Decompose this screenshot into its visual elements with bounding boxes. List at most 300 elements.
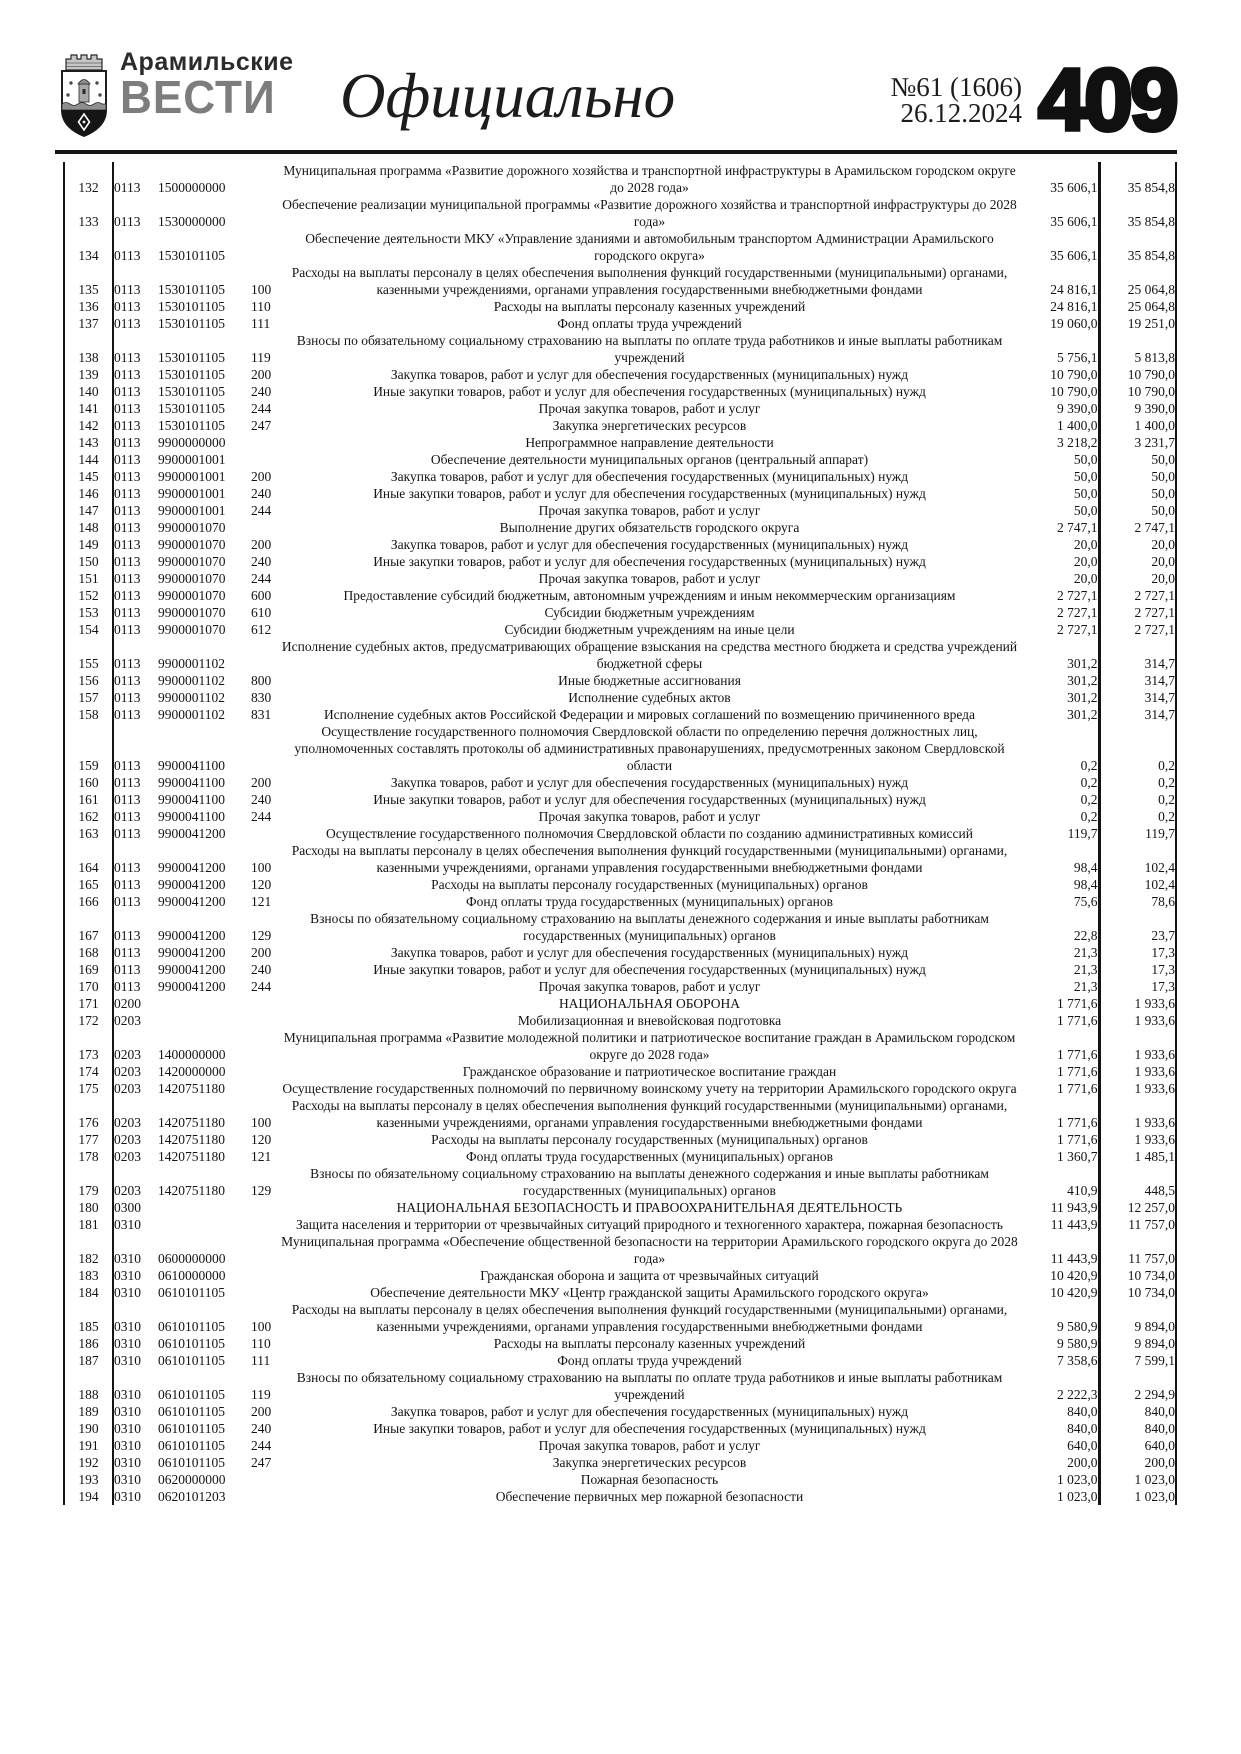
- row-description: Обеспечение первичных мер пожарной безопасности: [495, 1489, 804, 1504]
- table-row: [64, 638, 1176, 672]
- code-target-article: 1500000000: [158, 180, 226, 195]
- row-description: Закупка товаров, работ и услуг для обеспечения государственных (муниципальных) нужд: [390, 1404, 909, 1419]
- code-expense-type: 240: [251, 1421, 272, 1436]
- row-number: 183: [64, 1267, 113, 1284]
- amount-col-1: 10 420,9: [1050, 1285, 1098, 1300]
- amount-col-1: 9 390,0: [1057, 401, 1098, 416]
- amount-col-1: 98,4: [1073, 860, 1098, 875]
- table-row: [64, 587, 1176, 604]
- table-row: [64, 893, 1176, 910]
- amount-col-1: 35 606,1: [1050, 180, 1098, 195]
- amount-col-1: 2 222,3: [1057, 1387, 1098, 1402]
- row-number: 139: [64, 366, 113, 383]
- code-section: 0113: [114, 928, 141, 943]
- code-expense-type: [251, 1012, 281, 1029]
- table-row: [64, 1437, 1176, 1454]
- row-number: 160: [64, 774, 113, 791]
- row-description: Взносы по обязательному социальному страхованию на выплаты денежного содержания и иные выплаты работникам государственных (муниципальных) органов: [310, 911, 989, 943]
- code-section: 0113: [114, 401, 141, 416]
- amount-col-1: 1 771,6: [1057, 1081, 1098, 1096]
- budget-table: [63, 162, 1177, 1505]
- code-section: 0113: [114, 945, 141, 960]
- row-description: Взносы по обязательному социальному страхованию на выплаты по оплате труда работников и иные выплаты работникам учреждений: [296, 1370, 1003, 1402]
- code-section: 0113: [114, 214, 141, 229]
- table-row: [64, 1471, 1176, 1488]
- table-row: [64, 1131, 1176, 1148]
- amount-col-1: 301,2: [1067, 707, 1098, 722]
- code-expense-type: 200: [251, 469, 272, 484]
- amount-col-2: 2 727,1: [1099, 587, 1176, 604]
- code-target-article: 1530101105: [158, 418, 225, 433]
- row-number: 145: [64, 468, 113, 485]
- amount-col-1: 1 771,6: [1057, 996, 1098, 1011]
- row-description: Обеспечение реализации муниципальной программы «Развитие дорожного хозяйства и транспортной инфраструктуры до 2028 года»: [282, 197, 1017, 229]
- amount-col-1: 1 360,7: [1057, 1149, 1098, 1164]
- row-number: 175: [64, 1080, 113, 1097]
- code-target-article: 1420000000: [158, 1064, 226, 1079]
- code-target-article: 0610101105: [158, 1319, 225, 1334]
- amount-col-1: 50,0: [1073, 452, 1098, 467]
- code-section: 0203: [114, 1132, 141, 1147]
- row-number: 194: [64, 1488, 113, 1505]
- row-number: 170: [64, 978, 113, 995]
- amount-col-2: 50,0: [1099, 468, 1176, 485]
- table-row: [64, 808, 1176, 825]
- amount-col-2: 0,2: [1099, 791, 1176, 808]
- amount-col-2: 25 064,8: [1099, 298, 1176, 315]
- code-target-article: 0610000000: [158, 1268, 226, 1283]
- code-expense-type: 240: [251, 384, 272, 399]
- code-section: 0310: [114, 1404, 141, 1419]
- row-number: 143: [64, 434, 113, 451]
- amount-col-1: 98,4: [1073, 877, 1098, 892]
- brand-name-label: ВЕСТИ: [120, 71, 276, 123]
- code-target-article: 1530101105: [158, 401, 225, 416]
- table-row: [64, 1029, 1176, 1063]
- code-target-article: [158, 1216, 251, 1233]
- amount-col-2: 102,4: [1099, 842, 1176, 876]
- row-description: Субсидии бюджетным учреждениям на иные цели: [504, 622, 795, 637]
- issue-block: [891, 74, 1023, 126]
- row-description: Закупка товаров, работ и услуг для обеспечения государственных (муниципальных) нужд: [390, 537, 909, 552]
- amount-col-1: 640,0: [1067, 1438, 1098, 1453]
- row-description: Муниципальная программа «Обеспечение общественной безопасности на территории Арамильского городского округа до 2028 года»: [281, 1234, 1018, 1266]
- code-section: 0113: [114, 537, 141, 552]
- table-row: [64, 1233, 1176, 1267]
- amount-col-1: 1 771,6: [1057, 1115, 1098, 1130]
- code-section: 0310: [114, 1353, 141, 1368]
- code-target-article: 9900041200: [158, 860, 226, 875]
- row-number: 178: [64, 1148, 113, 1165]
- row-description: Фонд оплаты труда государственных (муниципальных) органов: [466, 1149, 833, 1164]
- code-section: 0113: [114, 469, 141, 484]
- code-target-article: 1530101105: [158, 384, 225, 399]
- code-expense-type: [251, 230, 281, 264]
- code-section: 0113: [114, 384, 141, 399]
- code-section: 0113: [114, 571, 141, 586]
- code-target-article: 9900041200: [158, 945, 226, 960]
- amount-col-1: 3 218,2: [1057, 435, 1098, 450]
- amount-col-1: 1 771,6: [1057, 1013, 1098, 1028]
- code-expense-type: [251, 1029, 281, 1063]
- row-number: 176: [64, 1097, 113, 1131]
- code-expense-type: 244: [251, 1438, 272, 1453]
- code-expense-type: 100: [251, 860, 272, 875]
- table-row: [64, 961, 1176, 978]
- code-section: 0310: [114, 1285, 141, 1300]
- code-expense-type: [251, 1080, 281, 1097]
- row-number: 182: [64, 1233, 113, 1267]
- code-expense-type: [251, 723, 281, 774]
- table-row: [64, 315, 1176, 332]
- code-section: 0203: [114, 1064, 141, 1079]
- code-section: 0113: [114, 520, 141, 535]
- code-target-article: 9900041200: [158, 979, 226, 994]
- row-number: 140: [64, 383, 113, 400]
- code-section: 0310: [114, 1251, 141, 1266]
- code-target-article: 9900041200: [158, 877, 226, 892]
- code-target-article: 9900041100: [158, 809, 225, 824]
- row-number: 144: [64, 451, 113, 468]
- code-target-article: 1530101105: [158, 367, 225, 382]
- code-target-article: 0600000000: [158, 1251, 226, 1266]
- code-target-article: 1530101105: [158, 282, 225, 297]
- amount-col-2: 78,6: [1099, 893, 1176, 910]
- amount-col-1: 21,3: [1073, 979, 1098, 994]
- table-row: [64, 1012, 1176, 1029]
- code-section: 0113: [114, 656, 141, 671]
- amount-col-1: 0,2: [1080, 809, 1098, 824]
- code-target-article: 0610101105: [158, 1285, 225, 1300]
- row-number: 180: [64, 1199, 113, 1216]
- code-target-article: 9900041200: [158, 928, 226, 943]
- table-row: [64, 995, 1176, 1012]
- row-number: 137: [64, 315, 113, 332]
- newspaper-logo: [58, 50, 294, 138]
- amount-col-1: 11 443,9: [1050, 1251, 1098, 1266]
- row-description: Пожарная безопасность: [580, 1472, 719, 1487]
- table-row: [64, 825, 1176, 842]
- amount-col-2: 17,3: [1099, 944, 1176, 961]
- amount-col-1: 50,0: [1073, 486, 1098, 501]
- code-target-article: 9900041200: [158, 826, 226, 841]
- code-section: 0203: [114, 1115, 141, 1130]
- code-target-article: 9900001070: [158, 554, 226, 569]
- code-expense-type: 240: [251, 962, 272, 977]
- row-number: 193: [64, 1471, 113, 1488]
- amount-col-1: 35 606,1: [1050, 214, 1098, 229]
- code-section: 0113: [114, 316, 141, 331]
- row-number: 190: [64, 1420, 113, 1437]
- amount-col-2: 0,2: [1099, 723, 1176, 774]
- code-section: 0203: [114, 1013, 141, 1028]
- code-target-article: 1420751180: [158, 1183, 225, 1198]
- amount-col-2: 1 400,0: [1099, 417, 1176, 434]
- table-row: [64, 604, 1176, 621]
- table-row: [64, 1216, 1176, 1233]
- row-number: 171: [64, 995, 113, 1012]
- amount-col-1: 1 023,0: [1057, 1472, 1098, 1487]
- row-description: Закупка товаров, работ и услуг для обеспечения государственных (муниципальных) нужд: [390, 367, 909, 382]
- amount-col-1: 1 023,0: [1057, 1489, 1098, 1504]
- row-description: Иные закупки товаров, работ и услуг для обеспечения государственных (муниципальных) нужд: [373, 962, 926, 977]
- amount-col-1: 410,9: [1067, 1183, 1098, 1198]
- code-section: 0200: [114, 996, 141, 1011]
- amount-col-2: 25 064,8: [1099, 264, 1176, 298]
- code-section: 0113: [114, 350, 141, 365]
- code-expense-type: 129: [251, 928, 272, 943]
- amount-col-1: 24 816,1: [1050, 282, 1098, 297]
- row-number: 159: [64, 723, 113, 774]
- code-expense-type: [251, 162, 281, 196]
- amount-col-1: 19 060,0: [1050, 316, 1098, 331]
- header-divider-rule: [55, 150, 1177, 154]
- amount-col-2: 119,7: [1099, 825, 1176, 842]
- code-section: 0203: [114, 1149, 141, 1164]
- code-target-article: 9900001070: [158, 571, 226, 586]
- row-number: 173: [64, 1029, 113, 1063]
- code-expense-type: 240: [251, 486, 272, 501]
- code-target-article: 1530000000: [158, 214, 226, 229]
- amount-col-2: 20,0: [1099, 570, 1176, 587]
- row-number: 141: [64, 400, 113, 417]
- code-section: 0113: [114, 503, 141, 518]
- code-expense-type: [251, 1284, 281, 1301]
- code-section: 0113: [114, 792, 141, 807]
- amount-col-1: 24 816,1: [1050, 299, 1098, 314]
- amount-col-1: 20,0: [1073, 571, 1098, 586]
- code-section: 0310: [114, 1472, 141, 1487]
- amount-col-1: 21,3: [1073, 962, 1098, 977]
- amount-col-2: 314,7: [1099, 672, 1176, 689]
- code-section: 0113: [114, 860, 141, 875]
- row-number: 162: [64, 808, 113, 825]
- code-target-article: 9900001102: [158, 690, 225, 705]
- code-expense-type: 121: [251, 894, 272, 909]
- table-row: [64, 264, 1176, 298]
- budget-table-body: [64, 162, 1176, 1505]
- code-expense-type: [251, 451, 281, 468]
- code-expense-type: 200: [251, 537, 272, 552]
- code-section: 0310: [114, 1217, 141, 1232]
- amount-col-2: 7 599,1: [1099, 1352, 1176, 1369]
- code-section: 0113: [114, 180, 141, 195]
- code-section: 0203: [114, 1183, 141, 1198]
- amount-col-2: 1 023,0: [1099, 1488, 1176, 1505]
- code-expense-type: [251, 1063, 281, 1080]
- row-description: Расходы на выплаты персоналу в целях обеспечения выполнения функций государственными (муниципальными) органами, казенными учреждениями, органами управления государственными внебюджетными фондами: [291, 843, 1008, 875]
- row-description: Субсидии бюджетным учреждениям: [544, 605, 755, 620]
- row-number: 185: [64, 1301, 113, 1335]
- code-expense-type: [251, 1488, 281, 1505]
- row-description: Прочая закупка товаров, работ и услуг: [538, 401, 761, 416]
- amount-col-1: 7 358,6: [1057, 1353, 1098, 1368]
- amount-col-2: 23,7: [1099, 910, 1176, 944]
- code-section: 0310: [114, 1319, 141, 1334]
- table-row: [64, 1097, 1176, 1131]
- row-description: Взносы по обязательному социальному страхованию на выплаты по оплате труда работников и иные выплаты работникам учреждений: [296, 333, 1003, 365]
- amount-col-2: 35 854,8: [1099, 230, 1176, 264]
- code-target-article: 1420751180: [158, 1081, 225, 1096]
- code-section: 0113: [114, 690, 141, 705]
- row-description: Фонд оплаты труда учреждений: [557, 316, 742, 331]
- row-description: Закупка энергетических ресурсов: [552, 1455, 747, 1470]
- table-row: [64, 1420, 1176, 1437]
- code-section: 0113: [114, 435, 141, 450]
- table-row: [64, 1369, 1176, 1403]
- amount-col-1: 840,0: [1067, 1404, 1098, 1419]
- table-row: [64, 1403, 1176, 1420]
- row-description: Расходы на выплаты персоналу государственных (муниципальных) органов: [431, 1132, 868, 1147]
- amount-col-2: 840,0: [1099, 1420, 1176, 1437]
- code-expense-type: 200: [251, 945, 272, 960]
- row-number: 189: [64, 1403, 113, 1420]
- code-expense-type: [251, 995, 281, 1012]
- row-description: Расходы на выплаты персоналу в целях обеспечения выполнения функций государственными (муниципальными) органами, казенными учреждениями, органами управления государственными внебюджетными фондами: [291, 265, 1008, 297]
- code-expense-type: 110: [251, 299, 271, 314]
- code-target-article: 1530101105: [158, 248, 225, 263]
- code-expense-type: [251, 1216, 281, 1233]
- code-target-article: 1420751180: [158, 1149, 225, 1164]
- amount-col-2: 200,0: [1099, 1454, 1176, 1471]
- table-row: [64, 1352, 1176, 1369]
- code-expense-type: 831: [251, 707, 272, 722]
- amount-col-1: 50,0: [1073, 469, 1098, 484]
- row-number: 168: [64, 944, 113, 961]
- table-row: [64, 400, 1176, 417]
- amount-col-1: 2 747,1: [1057, 520, 1098, 535]
- row-number: 169: [64, 961, 113, 978]
- row-description: НАЦИОНАЛЬНАЯ БЕЗОПАСНОСТЬ И ПРАВООХРАНИТЕЛЬНАЯ ДЕЯТЕЛЬНОСТЬ: [396, 1200, 903, 1215]
- row-description: Защита населения и территории от чрезвычайных ситуаций природного и техногенного характера, пожарная безопасность: [296, 1217, 1003, 1232]
- amount-col-2: 20,0: [1099, 553, 1176, 570]
- row-description: Прочая закупка товаров, работ и услуг: [538, 809, 761, 824]
- amount-col-2: 2 747,1: [1099, 519, 1176, 536]
- row-description: Непрограммное направление деятельности: [525, 435, 774, 450]
- table-row: [64, 196, 1176, 230]
- amount-col-2: 2 294,9: [1099, 1369, 1176, 1403]
- table-row: [64, 689, 1176, 706]
- amount-col-2: 35 854,8: [1099, 196, 1176, 230]
- code-target-article: 0610101105: [158, 1353, 225, 1368]
- code-expense-type: 830: [251, 690, 272, 705]
- amount-col-2: 0,2: [1099, 774, 1176, 791]
- row-description: Обеспечение деятельности МКУ «Управление зданиями и автомобильным транспортом Администрации Арамильского городского округа»: [305, 231, 994, 263]
- amount-col-1: 21,3: [1073, 945, 1098, 960]
- row-description: Муниципальная программа «Развитие молодежной политики и патриотическое воспитание граждан в Арамильском городском округе до 2028 года»: [283, 1030, 1016, 1062]
- code-expense-type: [251, 1233, 281, 1267]
- amount-col-1: 11 943,9: [1050, 1200, 1098, 1215]
- row-number: 150: [64, 553, 113, 570]
- table-row: [64, 1148, 1176, 1165]
- code-section: 0310: [114, 1421, 141, 1436]
- code-target-article: 9900001070: [158, 622, 226, 637]
- table-row: [64, 332, 1176, 366]
- code-expense-type: 100: [251, 1115, 272, 1130]
- amount-col-2: 1 933,6: [1099, 995, 1176, 1012]
- amount-col-1: 75,6: [1073, 894, 1098, 909]
- row-description: Прочая закупка товаров, работ и услуг: [538, 1438, 761, 1453]
- code-target-article: 1420751180: [158, 1115, 225, 1130]
- code-expense-type: 200: [251, 1404, 272, 1419]
- amount-col-2: 1 485,1: [1099, 1148, 1176, 1165]
- row-number: 133: [64, 196, 113, 230]
- code-section: 0300: [114, 1200, 141, 1215]
- code-expense-type: 120: [251, 877, 272, 892]
- amount-col-2: 314,7: [1099, 689, 1176, 706]
- row-description: Закупка товаров, работ и услуг для обеспечения государственных (муниципальных) нужд: [390, 775, 909, 790]
- code-expense-type: 120: [251, 1132, 272, 1147]
- row-description: Иные закупки товаров, работ и услуг для обеспечения государственных (муниципальных) нужд: [373, 1421, 926, 1436]
- amount-col-2: 1 933,6: [1099, 1097, 1176, 1131]
- amount-col-2: 17,3: [1099, 961, 1176, 978]
- table-row: [64, 1301, 1176, 1335]
- amount-col-2: 9 894,0: [1099, 1301, 1176, 1335]
- row-description: Осуществление государственного полномочия Свердловской области по созданию административных комиссий: [326, 826, 973, 841]
- row-number: 164: [64, 842, 113, 876]
- amount-col-2: 11 757,0: [1099, 1216, 1176, 1233]
- code-target-article: 1530101105: [158, 350, 225, 365]
- code-section: 0203: [114, 1047, 141, 1062]
- table-row: [64, 1284, 1176, 1301]
- row-number: 158: [64, 706, 113, 723]
- table-row: [64, 162, 1176, 196]
- amount-col-2: 314,7: [1099, 638, 1176, 672]
- code-section: 0113: [114, 418, 141, 433]
- row-description: Исполнение судебных актов: [568, 690, 731, 705]
- code-section: 0203: [114, 1081, 141, 1096]
- amount-col-1: 1 400,0: [1057, 418, 1098, 433]
- row-number: 152: [64, 587, 113, 604]
- amount-col-1: 10 420,9: [1050, 1268, 1098, 1283]
- amount-col-1: 119,7: [1067, 826, 1098, 841]
- code-target-article: 0610101105: [158, 1438, 225, 1453]
- row-description: Прочая закупка товаров, работ и услуг: [538, 503, 761, 518]
- amount-col-2: 314,7: [1099, 706, 1176, 723]
- code-expense-type: 244: [251, 401, 272, 416]
- table-row: [64, 366, 1176, 383]
- amount-col-2: 50,0: [1099, 502, 1176, 519]
- code-target-article: 9900001070: [158, 605, 226, 620]
- code-target-article: 9900041100: [158, 792, 225, 807]
- table-row: [64, 876, 1176, 893]
- row-number: 132: [64, 162, 113, 196]
- code-target-article: 1400000000: [158, 1047, 226, 1062]
- row-description: Фонд оплаты труда государственных (муниципальных) органов: [466, 894, 833, 909]
- code-expense-type: [251, 825, 281, 842]
- table-row: [64, 298, 1176, 315]
- code-target-article: 0610101105: [158, 1455, 225, 1470]
- amount-col-1: 2 727,1: [1057, 622, 1098, 637]
- row-description: Расходы на выплаты персоналу казенных учреждений: [493, 299, 806, 314]
- code-expense-type: 111: [251, 316, 271, 331]
- amount-col-1: 0,2: [1080, 758, 1098, 773]
- amount-col-1: 2 727,1: [1057, 588, 1098, 603]
- section-title: Официально: [340, 61, 676, 131]
- code-expense-type: 247: [251, 1455, 272, 1470]
- issue-date: 26.12.2024: [900, 98, 1022, 128]
- table-row: [64, 1165, 1176, 1199]
- amount-col-2: 10 734,0: [1099, 1284, 1176, 1301]
- amount-col-1: 301,2: [1067, 673, 1098, 688]
- row-number: 181: [64, 1216, 113, 1233]
- table-row: [64, 1080, 1176, 1097]
- table-row: [64, 1267, 1176, 1284]
- amount-col-2: 1 933,6: [1099, 1063, 1176, 1080]
- code-expense-type: 119: [251, 1387, 271, 1402]
- table-row: [64, 451, 1176, 468]
- row-number: 167: [64, 910, 113, 944]
